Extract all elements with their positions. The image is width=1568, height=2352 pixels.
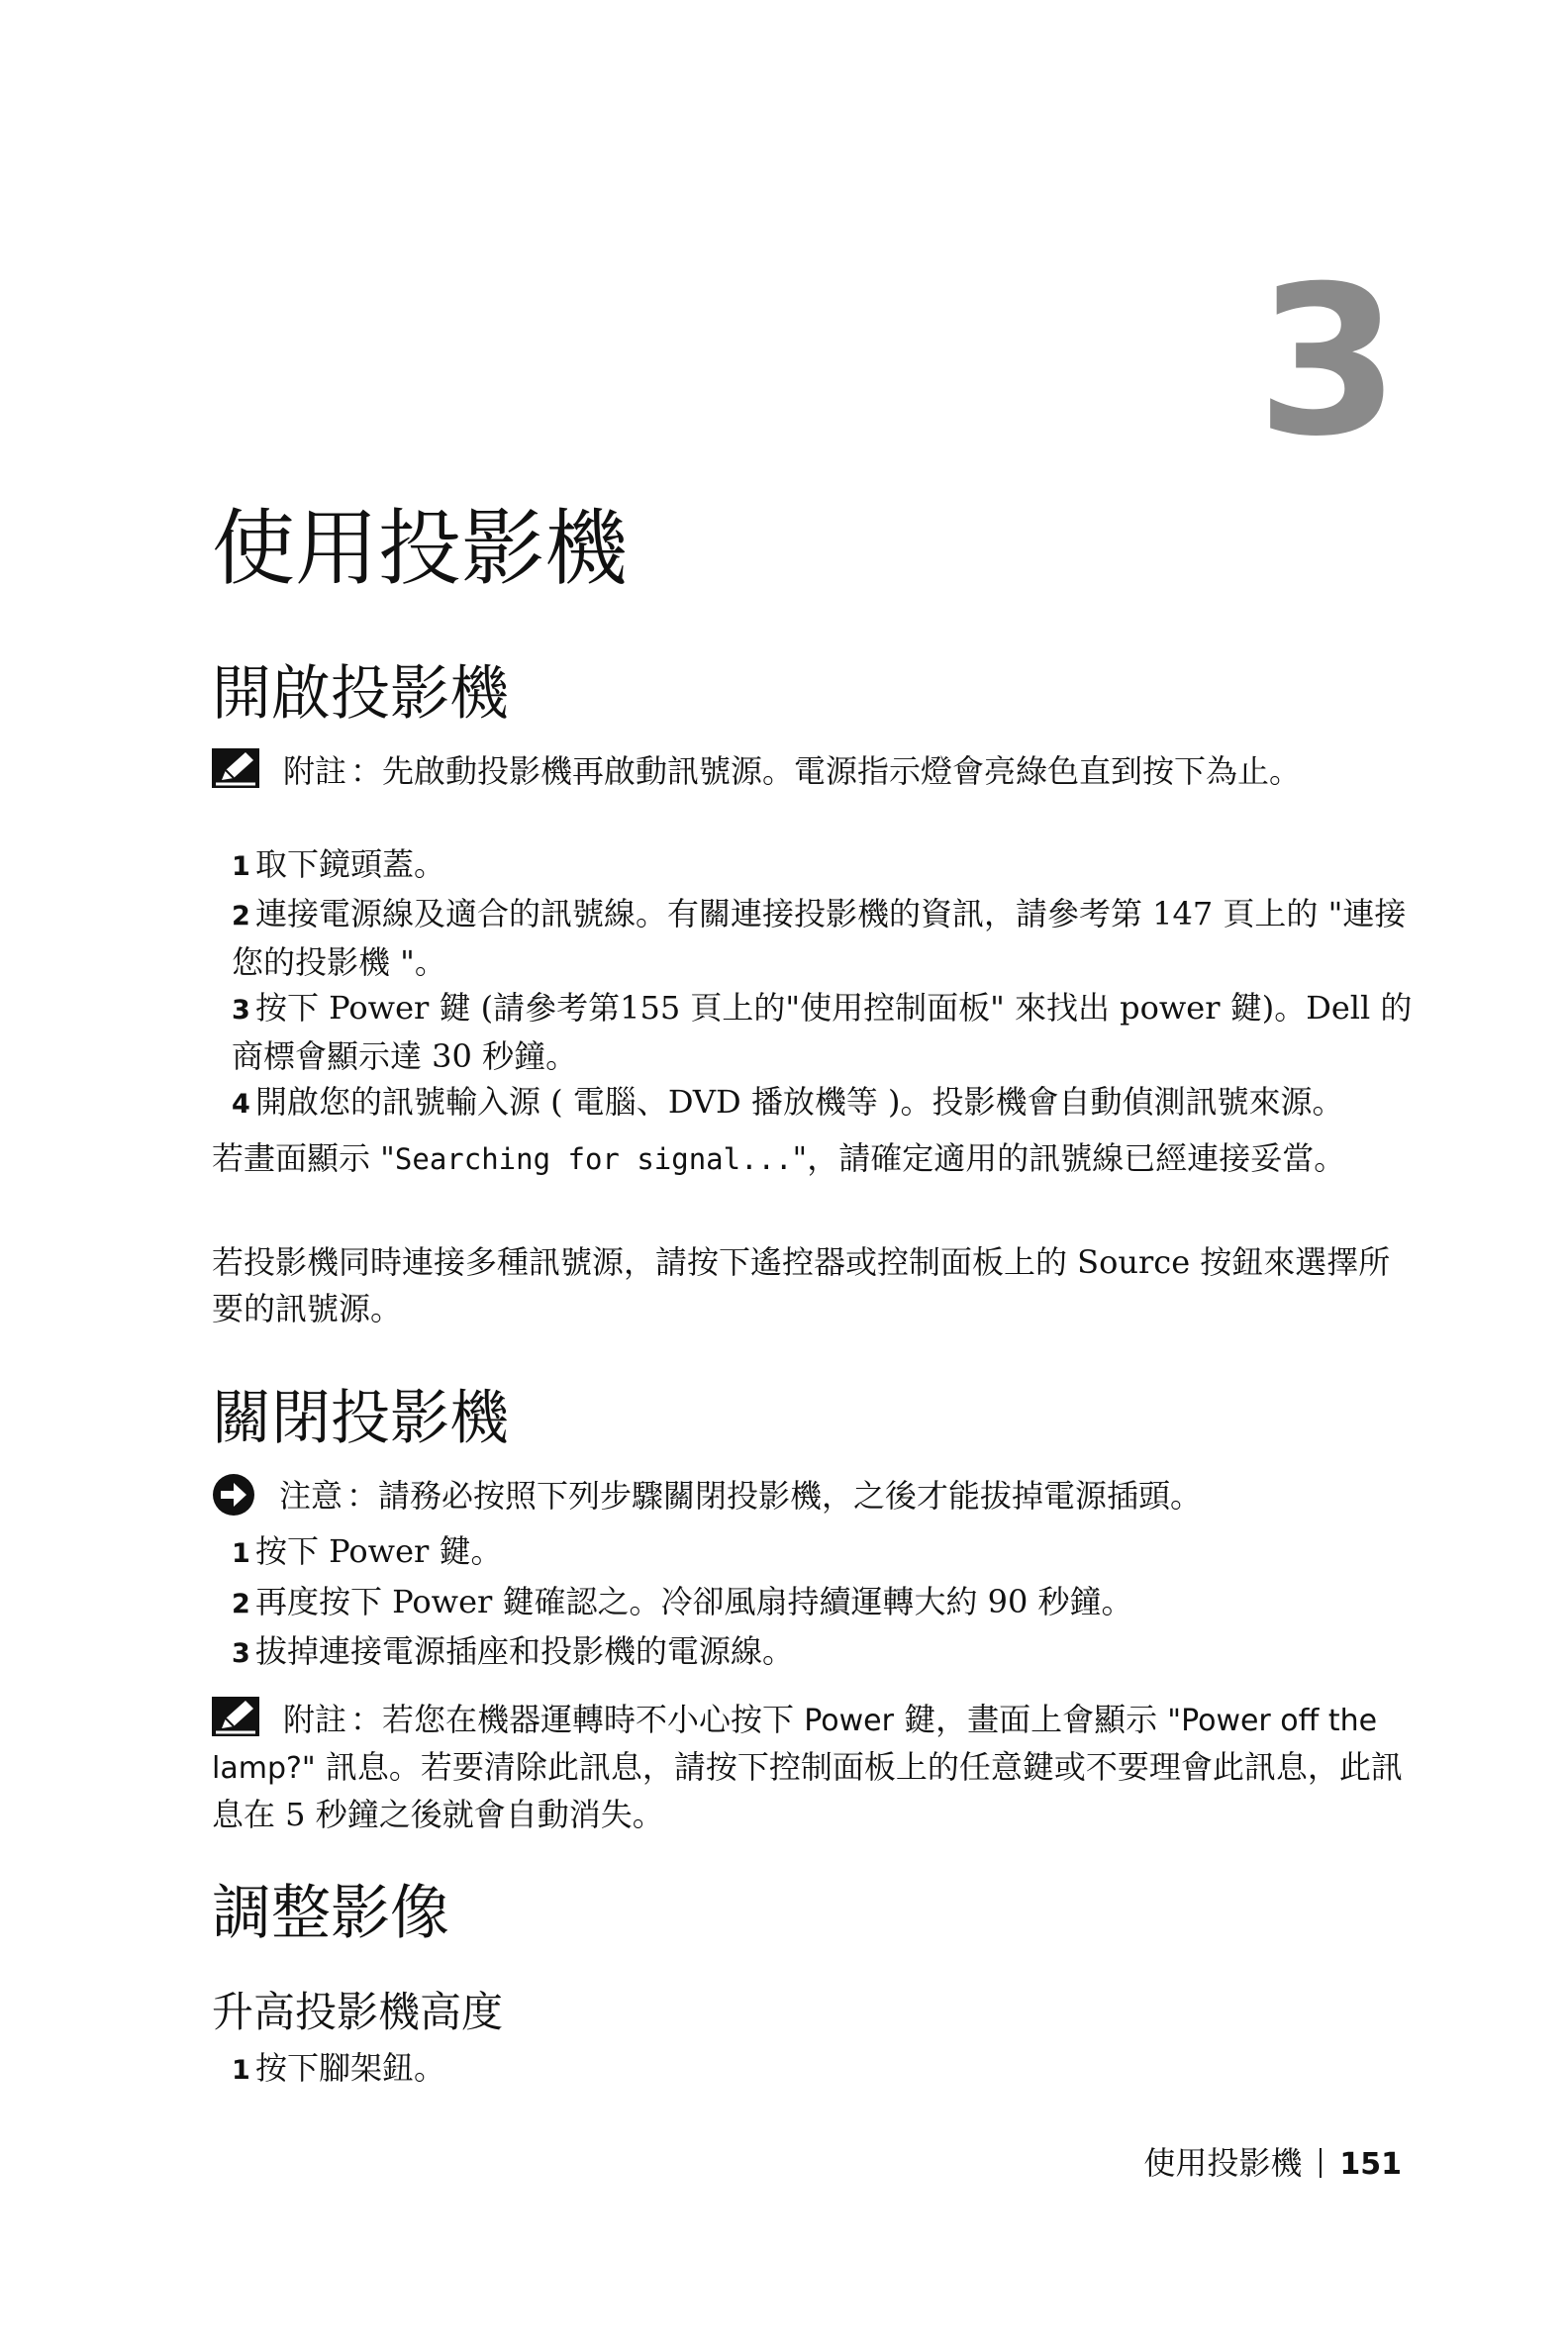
- section-heading-adjust: 調整影像: [212, 1879, 449, 1948]
- list-item: 3 拔掉連接電源插座和投影機的電源線。: [232, 1632, 795, 1670]
- code-text: Searching for signal...: [394, 1142, 793, 1176]
- notice-text: ：請務必按照下列步驟關閉投影機，之後才能拔掉電源插頭。: [346, 1477, 1203, 1515]
- note-label: 附註: [283, 752, 347, 790]
- list-item: 1 按下 Power 鍵。: [232, 1532, 503, 1570]
- list-item: 3 按下 Power 鍵 (請參考第155 頁上的"使用控制面板" 來找出 power 鍵)。Dell 的商標會顯示達 30 秒鐘。: [232, 989, 1413, 1075]
- footer-separator: [1320, 2148, 1322, 2178]
- section-heading-turn-on: 開啟投影機: [212, 659, 509, 729]
- list-item: 1 按下腳架鈕。: [232, 2049, 446, 2087]
- note-label: 附註: [283, 1701, 347, 1738]
- paragraph-multiple-sources: 若投影機同時連接多種訊號源，請按下遙控器或控制面板上的 Source 按鈕來選擇所要的訊號源。: [212, 1243, 1391, 1327]
- subheading-raise-height: 升高投影機高度: [212, 1988, 504, 2036]
- chapter-number: 3: [1256, 243, 1400, 482]
- section-heading-turn-off: 關閉投影機: [212, 1384, 509, 1453]
- note-pencil-icon: [212, 748, 259, 788]
- notice-turn-off: [212, 1473, 1420, 1519]
- notice-arrow-icon: [212, 1473, 255, 1517]
- note-turn-on: [212, 748, 1420, 795]
- paragraph-searching-signal: 若畫面顯示 "Searching for signal..."，請確定適用的訊號線已經連接妥當。: [212, 1139, 1346, 1177]
- list-item: 2 連接電源線及適合的訊號線。有關連接投影機的資訊，請參考第 147 頁上的 "連接您的投影機 "。: [232, 895, 1407, 981]
- footer-section-name: 使用投影機: [1143, 2144, 1303, 2182]
- note-text: ：先啟動投影機再啟動訊號源。電源指示燈會亮綠色直到按下為止。: [350, 752, 1302, 790]
- page-title: 使用投影機: [212, 500, 629, 597]
- page-number: 151: [1339, 2147, 1402, 2182]
- list-item: 1 取下鏡頭蓋。: [232, 845, 446, 883]
- note-pencil-icon: [212, 1697, 259, 1736]
- page-footer: [1143, 2138, 1402, 2184]
- list-item: 2 再度按下 Power 鍵確認之。冷卻風扇持續運轉大約 90 秒鐘。: [232, 1583, 1133, 1620]
- list-item: 4 開啟您的訊號輸入源 ( 電腦、DVD 播放機等 )。投影機會自動偵測訊號來源。: [232, 1083, 1344, 1121]
- notice-label: 注意: [279, 1477, 343, 1515]
- note-turn-off: 附註 ：若您在機器運轉時不小心按下 Power 鍵，畫面上會顯示 "Power off the lamp?" 訊息。若要清除此訊息，請按下控制面板上的任意鍵或不要理會此訊息，此訊息在 5 秒鐘之後就會自動消失。: [212, 1697, 1420, 1838]
